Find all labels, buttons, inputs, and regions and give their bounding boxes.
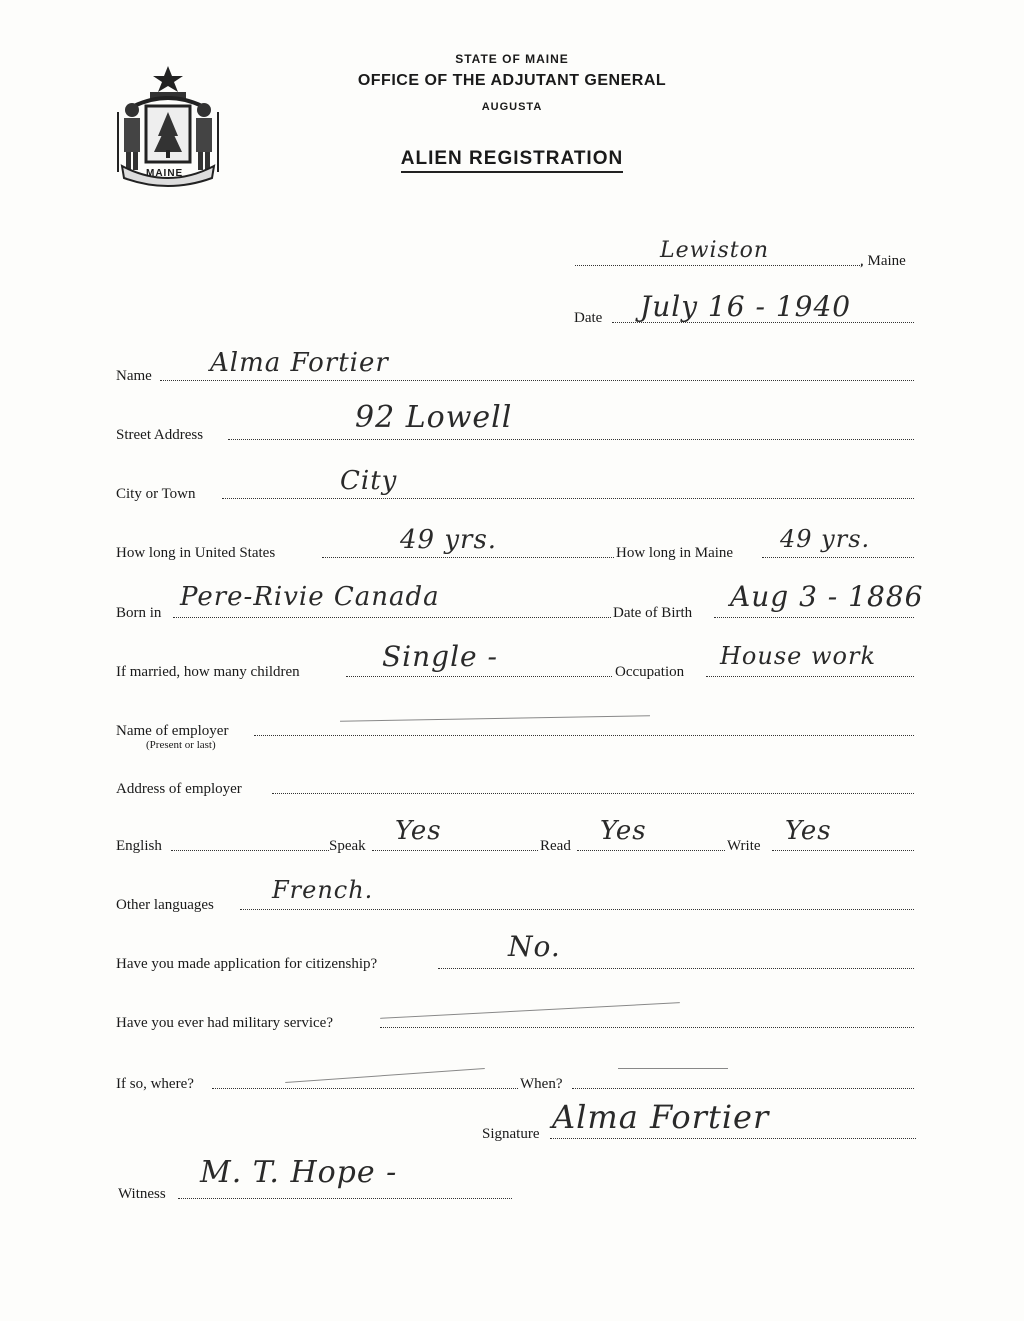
header-state: STATE OF MAINE	[455, 52, 569, 66]
occupation-line	[706, 676, 914, 677]
military-line	[380, 1027, 914, 1028]
street-label: Street Address	[116, 427, 204, 443]
employer-line	[254, 735, 914, 736]
witness-line	[178, 1198, 512, 1199]
place-suffix: , Maine	[860, 253, 906, 269]
date-value: July 16 - 1940	[640, 290, 852, 323]
citizenship-line	[438, 968, 914, 969]
citizenship-label: Have you made application for citizenship?	[116, 956, 378, 972]
city-line	[222, 498, 914, 499]
military-dash-stroke	[380, 1002, 680, 1019]
witness-label: Witness	[118, 1186, 166, 1202]
where-label: If so, where?	[116, 1076, 194, 1092]
how-long-us-value: 49 yrs.	[400, 525, 498, 555]
employer-addr-label: Address of employer	[116, 781, 242, 797]
born-in-line	[173, 617, 611, 618]
born-in-label: Born in	[116, 605, 162, 621]
speak-value: Yes	[395, 816, 442, 846]
citizenship-value: No.	[508, 930, 561, 963]
signature-label: Signature	[482, 1126, 540, 1142]
dob-value: Aug 3 - 1886	[730, 580, 924, 613]
street-value: 92 Lowell	[355, 400, 513, 435]
children-value: Single -	[382, 640, 498, 673]
how-long-us-line	[322, 557, 614, 558]
how-long-us-label: How long in United States	[116, 545, 276, 561]
write-label: Write	[727, 838, 761, 854]
occupation-label: Occupation	[615, 664, 685, 680]
dob-label: Date of Birth	[613, 605, 693, 621]
page-title: ALIEN REGISTRATION	[0, 148, 1024, 170]
other-lang-value: French.	[272, 876, 374, 904]
employer-addr-line	[272, 793, 914, 794]
speak-line	[372, 850, 538, 851]
children-line	[346, 676, 612, 677]
military-label: Have you ever had military service?	[116, 1015, 333, 1031]
where-dash-stroke	[285, 1068, 485, 1083]
name-label: Name	[116, 368, 152, 384]
header-office: OFFICE OF THE ADJUTANT GENERAL	[357, 72, 667, 89]
when-label: When?	[520, 1076, 563, 1092]
born-in-value: Pere-Rivie Canada	[180, 582, 440, 612]
header-city: AUGUSTA	[481, 101, 543, 113]
english-line	[171, 850, 329, 851]
name-line	[160, 380, 914, 381]
when-line	[572, 1088, 914, 1089]
where-line	[212, 1088, 518, 1089]
seal-scroll-text: MAINE	[146, 168, 184, 179]
city-label: City or Town	[116, 486, 196, 502]
occupation-value: House work	[720, 642, 876, 670]
place-line	[575, 265, 862, 266]
date-label: Date	[574, 310, 603, 326]
dob-line	[714, 617, 914, 618]
how-long-maine-value: 49 yrs.	[780, 525, 871, 553]
street-line	[228, 439, 914, 440]
write-value: Yes	[785, 816, 832, 846]
other-lang-label: Other languages	[116, 897, 214, 913]
read-label: Read	[540, 838, 571, 854]
signature-value: Alma Fortier	[552, 1098, 770, 1136]
name-value: Alma Fortier	[210, 348, 389, 378]
how-long-maine-line	[762, 557, 914, 558]
employer-sublabel: (Present or last)	[146, 739, 216, 751]
city-value: City	[340, 466, 398, 496]
employer-dash-stroke	[340, 715, 650, 721]
children-label: If married, how many children	[116, 664, 300, 680]
write-line	[772, 850, 914, 851]
signature-line	[550, 1138, 916, 1139]
read-value: Yes	[600, 816, 647, 846]
read-line	[577, 850, 725, 851]
witness-value: M. T. Hope -	[200, 1155, 398, 1190]
when-dash-stroke	[618, 1068, 728, 1069]
place-value: Lewiston	[660, 238, 770, 263]
employer-label: Name of employer	[116, 723, 229, 739]
other-lang-line	[240, 909, 914, 910]
how-long-maine-label: How long in Maine	[616, 545, 734, 561]
speak-label: Speak	[329, 838, 366, 854]
english-label: English	[116, 838, 162, 854]
